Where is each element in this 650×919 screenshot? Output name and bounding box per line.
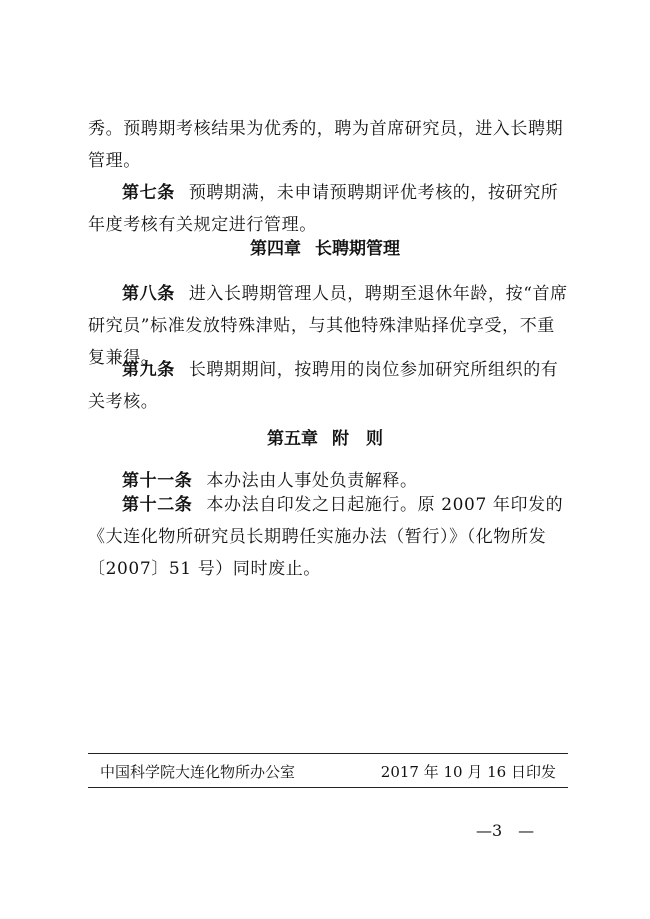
article-label: 第十一条 bbox=[122, 471, 193, 491]
article-label: 第十二条 bbox=[122, 495, 193, 515]
footer-bottom-rule bbox=[88, 787, 568, 788]
article-text: 本办法自印发之日起施行。原 2007 年印发的《大连化物所研究员长期聘任实施办法（暂行）》（化物所发〔2007〕51 号）同时废止。 bbox=[88, 495, 564, 579]
article-label: 第九条 bbox=[122, 360, 175, 380]
paragraph-text: 秀。预聘期考核结果为优秀的，聘为首席研究员，进入长聘期管理。 bbox=[88, 119, 564, 171]
page-number: —3 — bbox=[476, 821, 535, 840]
article-7 bbox=[88, 177, 568, 241]
chapter-title: 长聘期管理 bbox=[315, 239, 400, 259]
article-text: 长聘期期间，按聘用的岗位参加研究所组织的有关考核。 bbox=[88, 360, 559, 412]
article-text: 进入长聘期管理人员，聘期至退休年龄，按“首席研究员”标准发放特殊津贴，与其他特殊津贴择优享受，不重复兼得。 bbox=[88, 284, 568, 368]
issuer-name: 中国科学院大连化物所办公室 bbox=[100, 763, 296, 781]
article-label: 第七条 bbox=[122, 183, 175, 203]
article-label: 第八条 bbox=[122, 284, 175, 304]
chapter-title: 附 则 bbox=[332, 429, 383, 449]
chapter-number: 第五章 bbox=[267, 429, 318, 449]
footer-top-rule bbox=[88, 753, 568, 754]
article-9 bbox=[88, 354, 568, 418]
chapter-number: 第四章 bbox=[250, 239, 301, 259]
article-text: 预聘期满，未申请预聘期评优考核的，按研究所年度考核有关规定进行管理。 bbox=[88, 183, 559, 235]
issue-date: 2017 年 10 月 16 日印发 bbox=[380, 763, 556, 781]
chapter-5-heading bbox=[0, 427, 650, 451]
footer-info bbox=[100, 761, 556, 783]
article-12 bbox=[88, 489, 568, 585]
chapter-4-heading bbox=[0, 237, 650, 261]
article-text: 本办法由人事处负责解释。 bbox=[206, 471, 418, 491]
paragraph-continuation bbox=[88, 113, 568, 177]
